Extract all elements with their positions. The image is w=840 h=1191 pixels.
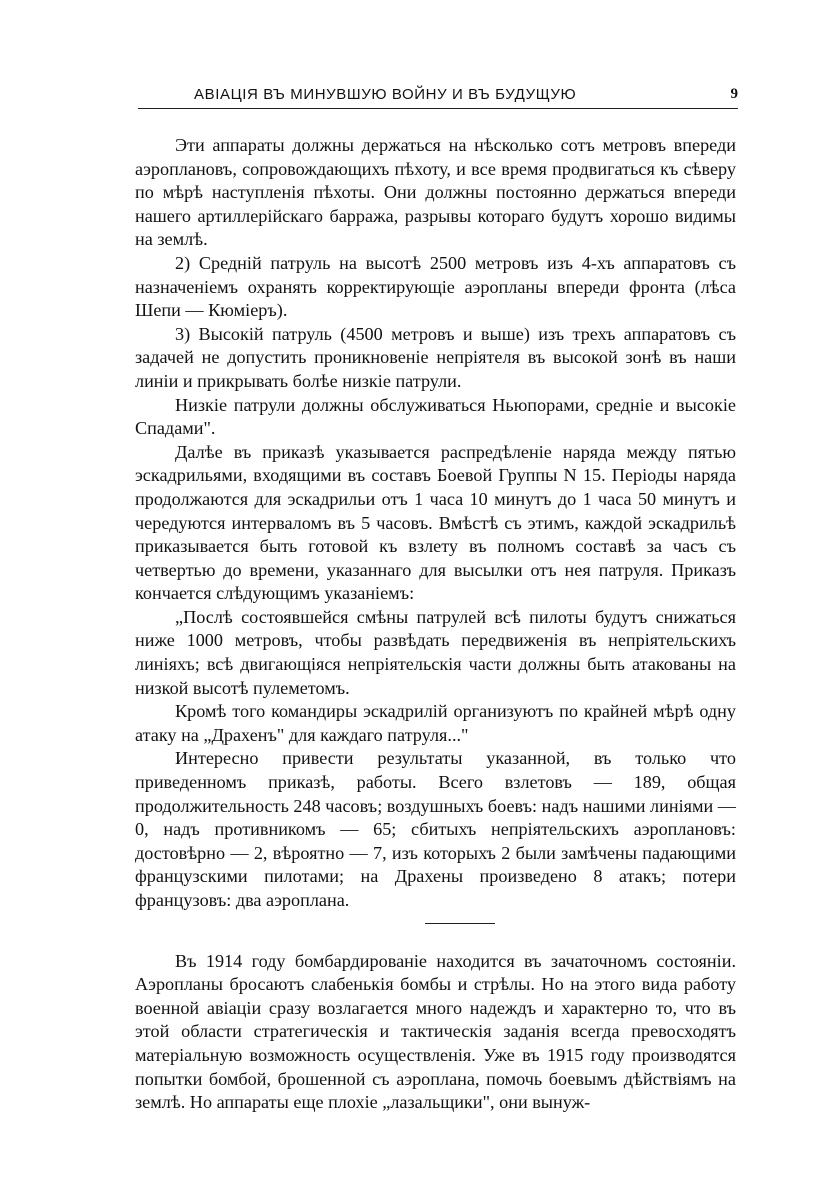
page-header — [138, 80, 738, 110]
section-divider — [425, 923, 495, 924]
header-rule — [138, 108, 738, 109]
page-number: 9 — [730, 86, 738, 102]
paragraph-3: 3) Высокій патруль (4500 метровъ и выше) изъ трехъ аппаратовъ съ задачей не допустить проникновеніе непріятеля въ высокой зонѣ въ наши линіи и прикрывать болѣе низкіе патрули. — [135, 323, 736, 391]
paragraph-4: Низкіе патрули должны обслуживаться Ньюпорами, средніе и высокіе Спадами". — [135, 394, 736, 439]
body-text — [135, 134, 736, 1115]
paragraph-9: Въ 1914 году бомбардированіе находится въ зачаточномъ состояніи. Аэропланы бросаютъ слабенькія бомбы и стрѣлы. Но на этого вида работу военной авіаціи сразу возлагается много надеждъ и характерно то, что въ этой области стратегическія и тактическія заданія всегда превосходятъ матеріальную возможность осуществленія. Уже въ 1915 году производятся попытки бомбой, брошенной съ аэроплана, помочь боевымъ дѣйствіямъ на землѣ. Но аппараты еще плохіе „лазальщики", они вынуж- — [135, 950, 736, 1113]
paragraph-5: Далѣе въ приказѣ указывается распредѣленіе наряда между пятью эскадрильями, входящими въ составъ Боевой Группы N 15. Періоды наряда продолжаются для эскадрильи отъ 1 часа 10 минутъ до 1 часа 50 минутъ и чередуются интерваломъ въ 5 часовъ. Вмѣстѣ съ этимъ, каждой эскадрильѣ приказывается быть готовой къ взлету въ полномъ составѣ за часъ съ четвертью до времени, указаннаго для высылки отъ нея патруля. Приказъ кончается слѣдующимъ указаніемъ: — [135, 441, 736, 604]
paragraph-6: „Послѣ состоявшейся смѣны патрулей всѣ пилоты будутъ снижаться ниже 1000 метровъ, чтобы развѣдать передвиженія въ непріятельскихъ линіяхъ; всѣ двигающіяся непріятельскія части должны быть атакованы на низкой высотѣ пулеметомъ. — [135, 606, 736, 698]
paragraph-7: Кромѣ того командиры эскадрилій организуютъ по крайней мѣрѣ одну атаку на „Драхенъ" для каждаго патруля..." — [135, 701, 736, 745]
paragraph-2: 2) Среднiй патруль на высотѣ 2500 метровъ изъ 4-хъ аппаратовъ съ назначеніемъ охранять корректирующіе аэропланы впереди фронта (лѣса Шепи — Кюміеръ). — [135, 252, 736, 321]
paragraph-8: Интересно привести результаты указанной, въ только что приведенномъ приказѣ, работы. Всего взлетовъ — 189, общая продолжительность 248 часовъ; воздушныхъ боевъ: надъ нашими линіями — 0, надъ противникомъ — 65; сбитыхъ непріятельскихъ аэроплановъ: достовѣрно — 2, вѣроятно — 7, изъ которыхъ 2 были замѣчены падающими французскими пилотами; на Драхены произведено 8 атакъ; потери французовъ: два аэроплана. — [135, 748, 736, 910]
paragraph-1: Эти аппараты должны держаться на нѣсколько сотъ метровъ впереди аэроплановъ, сопровождающихъ пѣхоту, и все время продвигаться къ сѣверу по мѣрѣ наступленія пѣхоты. Они должны постоянно держаться впереди нашего артиллерійскаго барража, разрывы котораго будутъ хорошо видимы на землѣ. — [135, 135, 736, 250]
running-head: АВІАЦІЯ ВЪ МИНУВШУЮ ВОЙНУ И ВЪ БУДУЩУЮ — [194, 86, 577, 103]
